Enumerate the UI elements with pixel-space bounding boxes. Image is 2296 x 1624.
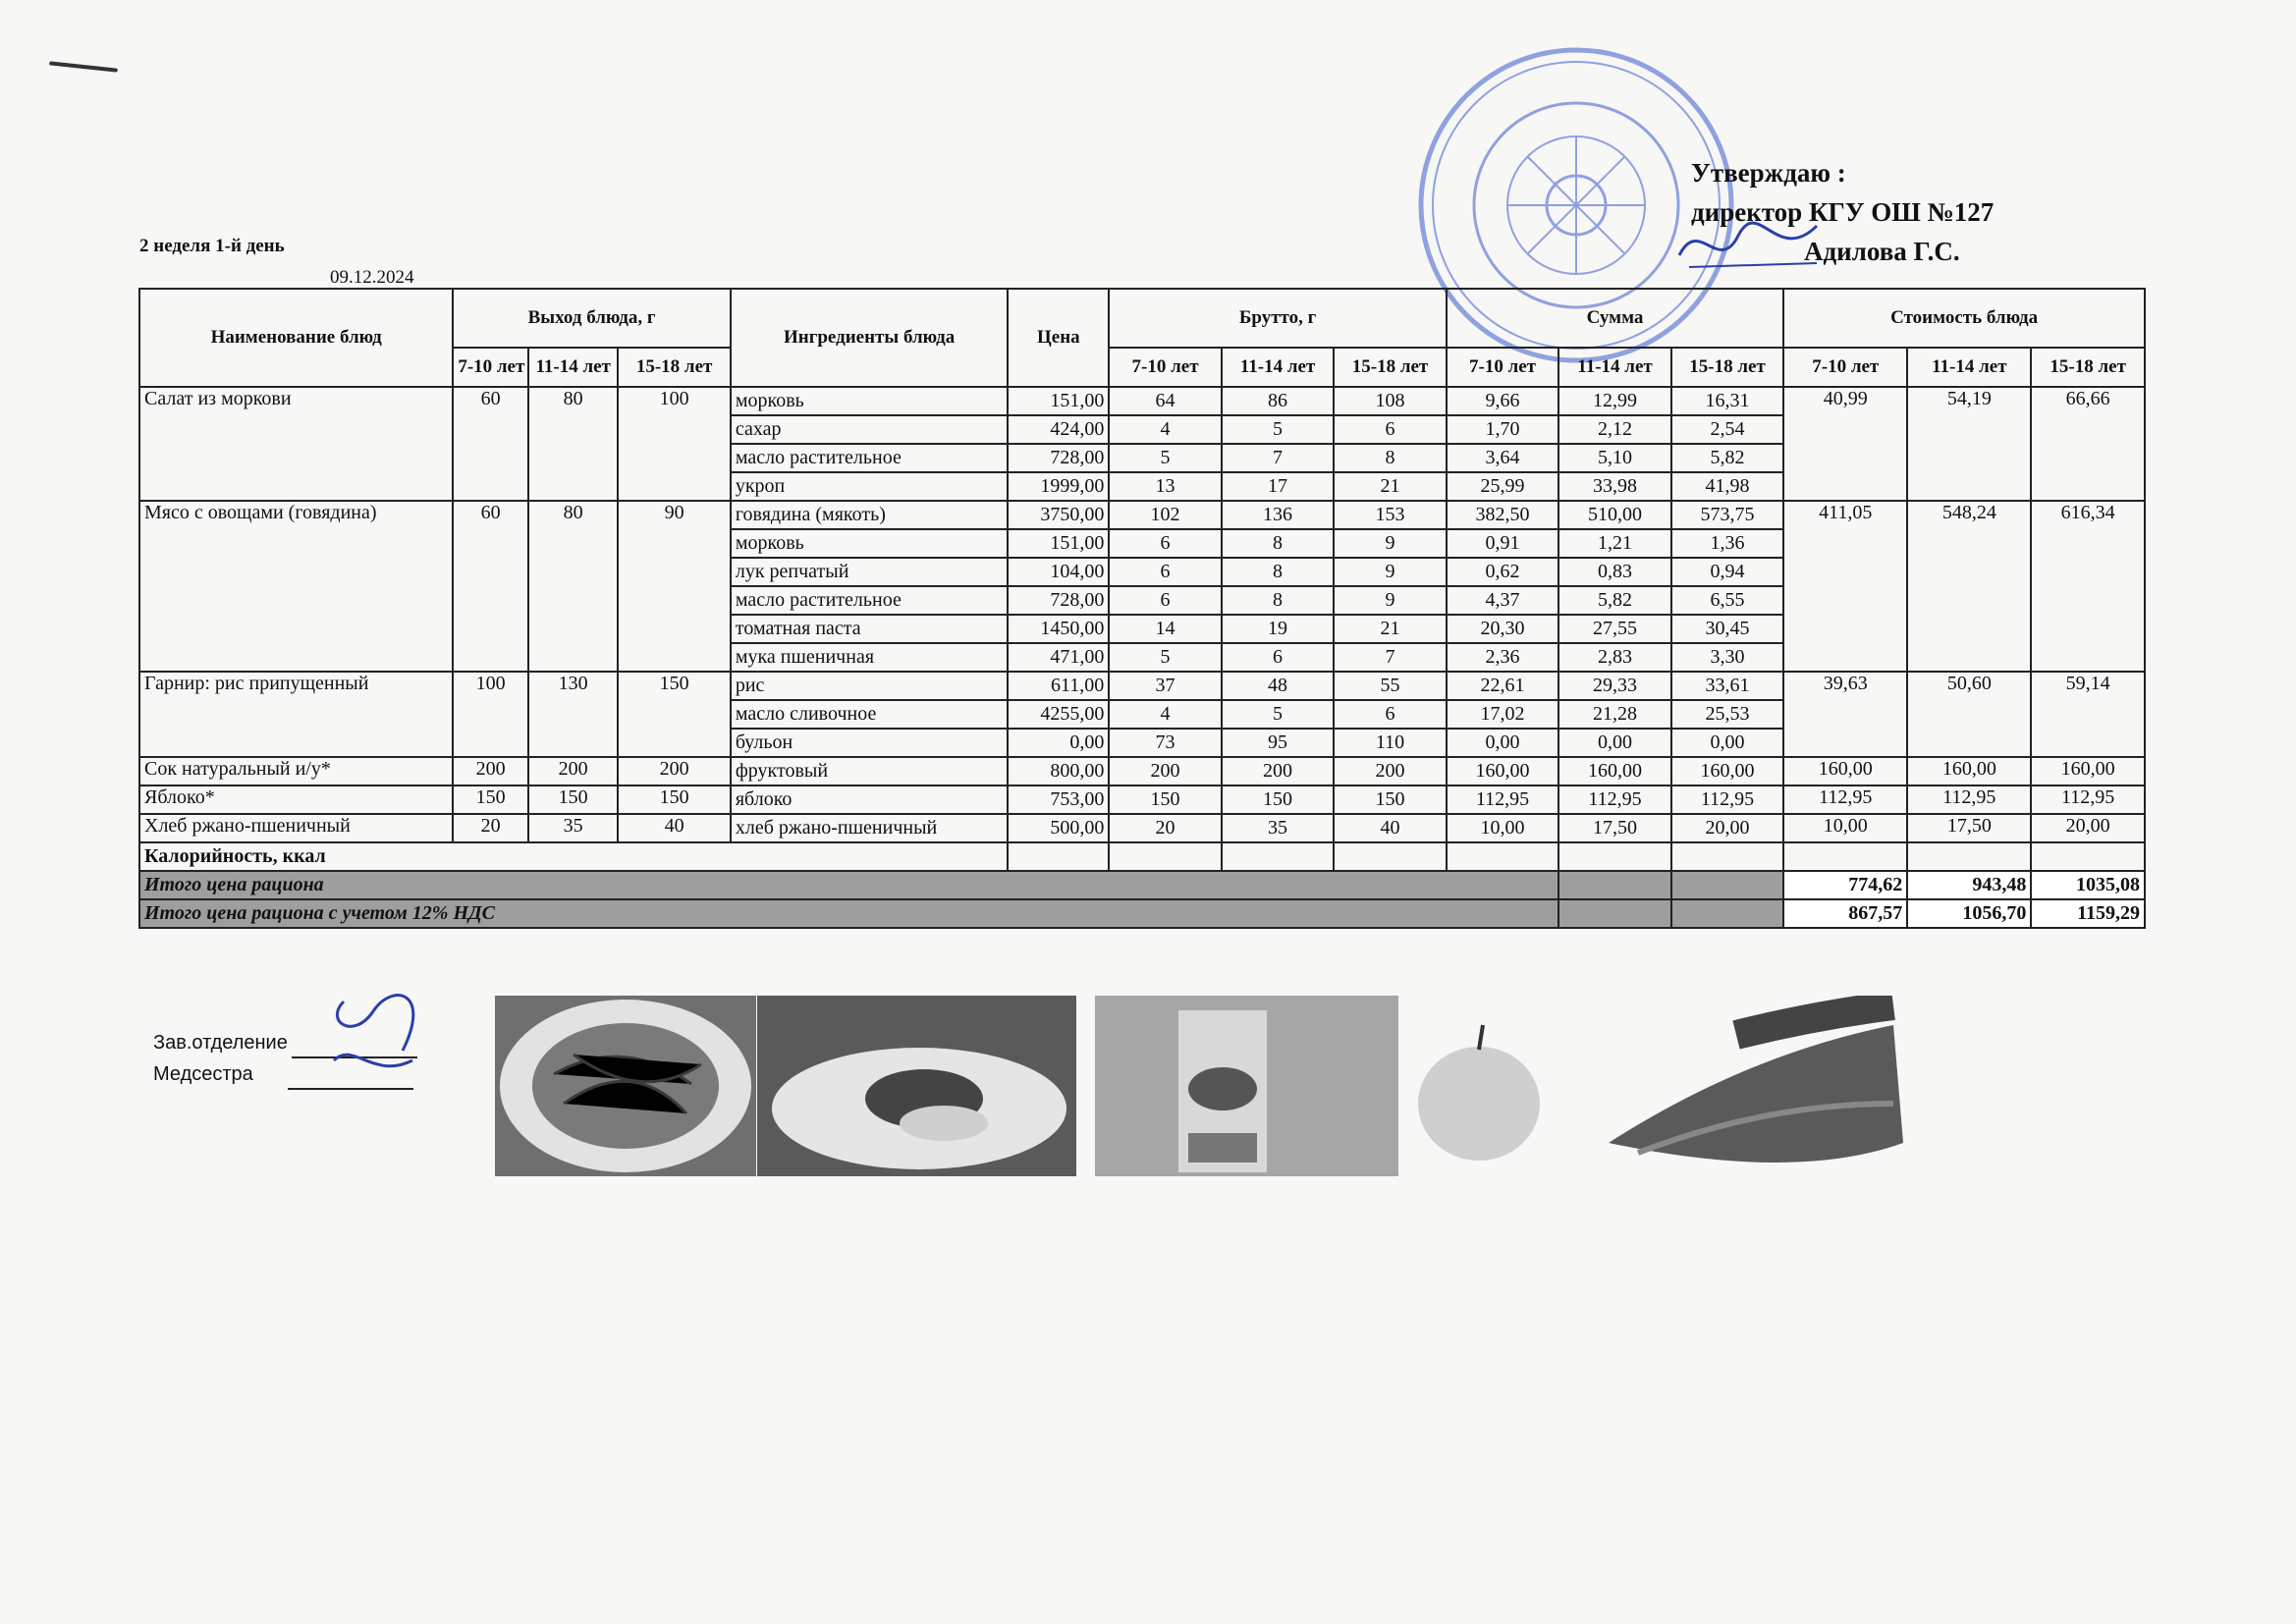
ingredient-gross: 19 [1222, 615, 1334, 643]
dish-cost: 20,00 [2031, 814, 2145, 842]
approval-director-name: Адилова Г.С. [1804, 237, 1960, 266]
ingredient-price: 753,00 [1008, 785, 1109, 814]
ingredient-price: 4255,00 [1008, 700, 1109, 729]
total-value: 774,62 [1783, 871, 1907, 899]
ingredient-sum: 12,99 [1558, 387, 1670, 415]
calories-cell [1008, 842, 1109, 871]
ingredient-name: морковь [731, 387, 1009, 415]
calories-cell [1783, 842, 1907, 871]
week-day-label: 2 неделя 1-й день [139, 236, 285, 256]
ingredient-name: томатная паста [731, 615, 1009, 643]
ingredient-sum: 10,00 [1447, 814, 1558, 842]
dish-yield: 80 [528, 501, 618, 672]
ingredient-gross: 7 [1222, 444, 1334, 472]
ingredient-price: 424,00 [1008, 415, 1109, 444]
table-row [139, 785, 2145, 814]
ingredient-price: 151,00 [1008, 387, 1109, 415]
ingredient-sum: 1,70 [1447, 415, 1558, 444]
dish-yield: 60 [453, 501, 528, 672]
dish-yield: 130 [528, 672, 618, 757]
dish-yield: 40 [618, 814, 730, 842]
dish-cost: 160,00 [1783, 757, 1907, 785]
head-label: Зав.отделение [153, 1032, 288, 1054]
ingredient-name: масло растительное [731, 586, 1009, 615]
ingredient-gross: 200 [1222, 757, 1334, 785]
ingredient-sum: 25,99 [1447, 472, 1558, 501]
table-row [139, 757, 2145, 785]
col-age-3: 15-18 лет [618, 348, 730, 387]
table-row [139, 501, 2145, 529]
dish-yield: 200 [528, 757, 618, 785]
photo-apple [1398, 996, 1559, 1176]
dish-cost: 112,95 [1783, 785, 1907, 814]
ingredient-sum: 20,30 [1447, 615, 1558, 643]
ingredient-name: говядина (мякоть) [731, 501, 1009, 529]
calories-cell [1447, 842, 1558, 871]
calories-cell [1907, 842, 2031, 871]
ingredient-price: 800,00 [1008, 757, 1109, 785]
ingredient-gross: 48 [1222, 672, 1334, 700]
ingredient-sum: 160,00 [1671, 757, 1784, 785]
dish-yield: 200 [453, 757, 528, 785]
dish-yield: 200 [618, 757, 730, 785]
ingredient-name: масло сливочное [731, 700, 1009, 729]
table-row [139, 814, 2145, 842]
dish-cost: 40,99 [1783, 387, 1907, 501]
ingredient-gross: 73 [1109, 729, 1221, 757]
nurse-label: Медсестра [153, 1063, 253, 1085]
ingredient-gross: 9 [1334, 529, 1447, 558]
ingredient-name: мука пшеничная [731, 643, 1009, 672]
ingredient-sum: 382,50 [1447, 501, 1558, 529]
total-blank [1671, 899, 1784, 928]
approval-title: Утверждаю : [1691, 158, 1846, 188]
ingredient-gross: 8 [1222, 558, 1334, 586]
col-age-1: 7-10 лет [1783, 348, 1907, 387]
dish-cost: 54,19 [1907, 387, 2031, 501]
ingredient-gross: 153 [1334, 501, 1447, 529]
ingredient-gross: 8 [1334, 444, 1447, 472]
ingredient-gross: 86 [1222, 387, 1334, 415]
ingredient-sum: 4,37 [1447, 586, 1558, 615]
ingredient-name: сахар [731, 415, 1009, 444]
col-age-1: 7-10 лет [1447, 348, 1558, 387]
ingredient-gross: 14 [1109, 615, 1221, 643]
col-gross: Брутто, г [1109, 289, 1446, 348]
dish-yield: 35 [528, 814, 618, 842]
dish-cost: 616,34 [2031, 501, 2145, 672]
photo-juice-box [1095, 996, 1398, 1176]
calories-cell [1222, 842, 1334, 871]
staff-signature-icon [314, 982, 452, 1090]
col-age-3: 15-18 лет [1671, 348, 1784, 387]
ingredient-sum: 2,36 [1447, 643, 1558, 672]
ingredient-price: 611,00 [1008, 672, 1109, 700]
calories-label: Калорийность, ккал [139, 842, 1008, 871]
ingredient-sum: 6,55 [1671, 586, 1784, 615]
ingredient-sum: 9,66 [1447, 387, 1558, 415]
photo-rye-bread [1599, 996, 1909, 1176]
ingredient-gross: 40 [1334, 814, 1447, 842]
total-value: 1035,08 [2031, 871, 2145, 899]
menu-table [138, 288, 2146, 929]
ingredient-gross: 6 [1222, 643, 1334, 672]
dish-name: Салат из моркови [139, 387, 453, 501]
ingredient-sum: 5,82 [1558, 586, 1670, 615]
ingredient-sum: 1,21 [1558, 529, 1670, 558]
ingredient-sum: 25,53 [1671, 700, 1784, 729]
total-label: Итого цена рациона с учетом 12% НДС [139, 899, 1558, 928]
ingredient-gross: 35 [1222, 814, 1334, 842]
dish-name: Мясо с овощами (говядина) [139, 501, 453, 672]
dish-yield: 80 [528, 387, 618, 501]
dish-cost: 10,00 [1783, 814, 1907, 842]
dish-yield: 100 [453, 672, 528, 757]
ingredient-price: 151,00 [1008, 529, 1109, 558]
total-blank [1558, 871, 1670, 899]
ingredient-gross: 5 [1109, 643, 1221, 672]
ingredient-price: 1450,00 [1008, 615, 1109, 643]
ingredient-name: морковь [731, 529, 1009, 558]
col-sum: Сумма [1447, 289, 1783, 348]
total-value: 943,48 [1907, 871, 2031, 899]
ingredient-gross: 9 [1334, 586, 1447, 615]
calories-cell [1671, 842, 1784, 871]
ingredient-sum: 112,95 [1671, 785, 1784, 814]
ingredient-sum: 2,12 [1558, 415, 1670, 444]
col-dish-cost: Стоимость блюда [1783, 289, 2145, 348]
dish-cost: 112,95 [1907, 785, 2031, 814]
col-age-2: 11-14 лет [1907, 348, 2031, 387]
col-age-1: 7-10 лет [1109, 348, 1221, 387]
ingredient-name: лук репчатый [731, 558, 1009, 586]
ingredient-gross: 110 [1334, 729, 1447, 757]
ingredient-sum: 21,28 [1558, 700, 1670, 729]
calories-cell [1334, 842, 1447, 871]
ingredient-gross: 150 [1109, 785, 1221, 814]
ingredient-sum: 0,62 [1447, 558, 1558, 586]
ingredient-gross: 8 [1222, 529, 1334, 558]
ingredient-sum: 0,00 [1447, 729, 1558, 757]
total-row [139, 871, 2145, 899]
ingredient-name: хлеб ржано-пшеничный [731, 814, 1009, 842]
col-ingredients: Ингредиенты блюда [731, 289, 1009, 387]
ingredient-gross: 5 [1222, 415, 1334, 444]
ingredient-gross: 200 [1109, 757, 1221, 785]
ingredient-name: яблоко [731, 785, 1009, 814]
ingredient-sum: 0,00 [1558, 729, 1670, 757]
calories-cell [1558, 842, 1670, 871]
ingredient-gross: 20 [1109, 814, 1221, 842]
total-value: 1056,70 [1907, 899, 2031, 928]
ingredient-sum: 16,31 [1671, 387, 1784, 415]
photo-meat-with-rice [757, 996, 1076, 1176]
total-value: 867,57 [1783, 899, 1907, 928]
ingredient-sum: 30,45 [1671, 615, 1784, 643]
dish-yield: 100 [618, 387, 730, 501]
dish-cost: 59,14 [2031, 672, 2145, 757]
ingredient-gross: 150 [1222, 785, 1334, 814]
ingredient-price: 728,00 [1008, 444, 1109, 472]
ingredient-sum: 3,30 [1671, 643, 1784, 672]
dish-name: Сок натуральный и/у* [139, 757, 453, 785]
ingredient-gross: 95 [1222, 729, 1334, 757]
dish-cost: 112,95 [2031, 785, 2145, 814]
ingredient-sum: 1,36 [1671, 529, 1784, 558]
ingredient-sum: 573,75 [1671, 501, 1784, 529]
ingredient-price: 1999,00 [1008, 472, 1109, 501]
ingredient-sum: 17,02 [1447, 700, 1558, 729]
ingredient-sum: 33,61 [1671, 672, 1784, 700]
dish-name: Хлеб ржано-пшеничный [139, 814, 453, 842]
col-age-1: 7-10 лет [453, 348, 528, 387]
ingredient-sum: 3,64 [1447, 444, 1558, 472]
ingredient-sum: 2,54 [1671, 415, 1784, 444]
total-blank [1671, 871, 1784, 899]
dish-cost: 160,00 [1907, 757, 2031, 785]
calories-row [139, 842, 2145, 871]
ingredient-gross: 17 [1222, 472, 1334, 501]
ingredient-gross: 13 [1109, 472, 1221, 501]
total-row [139, 899, 2145, 928]
ingredient-gross: 4 [1109, 700, 1221, 729]
ingredient-gross: 6 [1109, 529, 1221, 558]
ingredient-gross: 6 [1109, 558, 1221, 586]
ingredient-gross: 108 [1334, 387, 1447, 415]
ingredient-price: 471,00 [1008, 643, 1109, 672]
dish-yield: 150 [453, 785, 528, 814]
ingredient-gross: 6 [1334, 700, 1447, 729]
ingredient-sum: 33,98 [1558, 472, 1670, 501]
ingredient-sum: 5,82 [1671, 444, 1784, 472]
col-age-2: 11-14 лет [528, 348, 618, 387]
ingredient-sum: 5,10 [1558, 444, 1670, 472]
ingredient-gross: 7 [1334, 643, 1447, 672]
col-age-3: 15-18 лет [1334, 348, 1447, 387]
ingredient-gross: 6 [1334, 415, 1447, 444]
dish-cost: 17,50 [1907, 814, 2031, 842]
table-row [139, 387, 2145, 415]
ingredient-sum: 0,91 [1447, 529, 1558, 558]
ingredient-gross: 21 [1334, 615, 1447, 643]
dish-cost: 548,24 [1907, 501, 2031, 672]
ingredient-sum: 20,00 [1671, 814, 1784, 842]
col-age-2: 11-14 лет [1222, 348, 1334, 387]
table-row [139, 672, 2145, 700]
ingredient-gross: 37 [1109, 672, 1221, 700]
col-age-3: 15-18 лет [2031, 348, 2145, 387]
dish-yield: 150 [528, 785, 618, 814]
ingredient-sum: 29,33 [1558, 672, 1670, 700]
ingredient-gross: 136 [1222, 501, 1334, 529]
ingredient-gross: 200 [1334, 757, 1447, 785]
ingredient-gross: 6 [1109, 586, 1221, 615]
ingredient-name: бульон [731, 729, 1009, 757]
col-dish-name: Наименование блюд [139, 289, 453, 387]
dish-cost: 66,66 [2031, 387, 2145, 501]
ingredient-gross: 5 [1109, 444, 1221, 472]
dish-name: Гарнир: рис припущенный [139, 672, 453, 757]
total-value: 1159,29 [2031, 899, 2145, 928]
ingredient-price: 0,00 [1008, 729, 1109, 757]
ingredient-sum: 0,94 [1671, 558, 1784, 586]
ingredient-sum: 510,00 [1558, 501, 1670, 529]
ingredient-sum: 0,00 [1671, 729, 1784, 757]
ingredient-name: рис [731, 672, 1009, 700]
ingredient-gross: 150 [1334, 785, 1447, 814]
menu-date: 09.12.2024 [330, 267, 414, 288]
ingredient-sum: 17,50 [1558, 814, 1670, 842]
ingredient-gross: 55 [1334, 672, 1447, 700]
col-yield: Выход блюда, г [453, 289, 731, 348]
ingredient-price: 728,00 [1008, 586, 1109, 615]
col-price: Цена [1008, 289, 1109, 387]
ingredient-gross: 21 [1334, 472, 1447, 501]
ingredient-price: 104,00 [1008, 558, 1109, 586]
pen-mark [49, 61, 118, 72]
ingredient-sum: 22,61 [1447, 672, 1558, 700]
ingredient-gross: 9 [1334, 558, 1447, 586]
approval-position: директор КГУ ОШ №127 [1691, 197, 1995, 227]
total-label: Итого цена рациона [139, 871, 1558, 899]
dish-cost: 411,05 [1783, 501, 1907, 672]
photo-carrot-salad [495, 996, 756, 1176]
dish-yield: 90 [618, 501, 730, 672]
ingredient-sum: 41,98 [1671, 472, 1784, 501]
ingredient-price: 500,00 [1008, 814, 1109, 842]
ingredient-sum: 27,55 [1558, 615, 1670, 643]
ingredient-sum: 112,95 [1447, 785, 1558, 814]
calories-cell [2031, 842, 2145, 871]
ingredient-name: фруктовый [731, 757, 1009, 785]
dish-name: Яблоко* [139, 785, 453, 814]
ingredient-sum: 2,83 [1558, 643, 1670, 672]
dish-cost: 39,63 [1783, 672, 1907, 757]
total-blank [1558, 899, 1670, 928]
ingredient-price: 3750,00 [1008, 501, 1109, 529]
calories-cell [1109, 842, 1221, 871]
ingredient-name: укроп [731, 472, 1009, 501]
ingredient-gross: 4 [1109, 415, 1221, 444]
col-age-2: 11-14 лет [1558, 348, 1670, 387]
ingredient-gross: 8 [1222, 586, 1334, 615]
dish-yield: 20 [453, 814, 528, 842]
dish-yield: 60 [453, 387, 528, 501]
ingredient-gross: 64 [1109, 387, 1221, 415]
ingredient-sum: 0,83 [1558, 558, 1670, 586]
dish-cost: 50,60 [1907, 672, 2031, 757]
ingredient-gross: 102 [1109, 501, 1221, 529]
dish-yield: 150 [618, 672, 730, 757]
ingredient-sum: 160,00 [1447, 757, 1558, 785]
ingredient-name: масло растительное [731, 444, 1009, 472]
ingredient-gross: 5 [1222, 700, 1334, 729]
ingredient-sum: 160,00 [1558, 757, 1670, 785]
dish-cost: 160,00 [2031, 757, 2145, 785]
ingredient-sum: 112,95 [1558, 785, 1670, 814]
dish-yield: 150 [618, 785, 730, 814]
director-signature-icon [1669, 206, 1827, 285]
